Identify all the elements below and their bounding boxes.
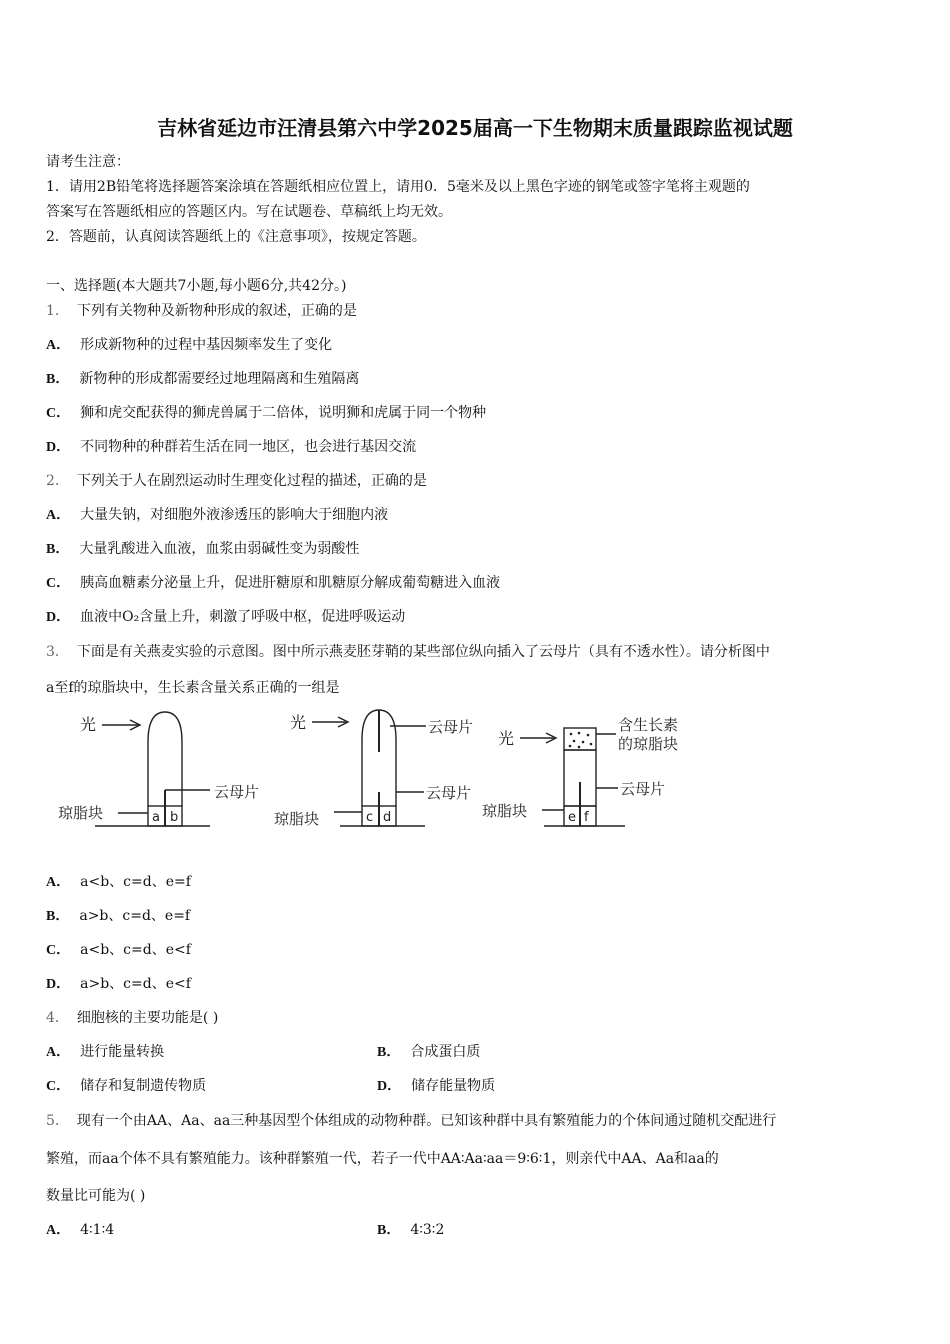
auxin-agar-label-2: 的琼脂块 xyxy=(618,735,679,753)
option-label: A． xyxy=(46,1045,71,1060)
option-text: 胰高血糖素分泌量上升，促进肝糖原和肌糖原分解成葡萄糖进入血液 xyxy=(80,575,501,591)
option-text: 大量失钠，对细胞外液渗透压的影响大于细胞内液 xyxy=(80,507,389,523)
q3-option-b xyxy=(46,906,190,927)
option-label: B． xyxy=(46,542,70,557)
q4-option-b xyxy=(377,1042,480,1063)
option-label: D． xyxy=(377,1079,402,1094)
q3-option-a xyxy=(46,872,191,893)
option-label: C． xyxy=(46,406,71,421)
option-text: 合成蛋白质 xyxy=(410,1044,481,1060)
option-text: 不同物种的种群若生活在同一地区，也会进行基因交流 xyxy=(80,439,417,455)
option-text: a<b、c=d、e=f xyxy=(80,874,191,890)
q1-option-d xyxy=(46,437,416,458)
question-number: 1． xyxy=(46,303,69,319)
q2-option-a xyxy=(46,505,388,526)
option-text: 储存能量物质 xyxy=(411,1078,496,1094)
page-title: 吉林省延边市汪清县第六中学2025届高一下生物期末质量跟踪监视试题 xyxy=(157,116,793,140)
option-label: D． xyxy=(46,610,71,625)
section-heading: 一、选择题(本大题共7小题,每小题6分,共42分。) xyxy=(46,278,347,294)
option-label: C． xyxy=(46,576,71,591)
option-text: a>b、c=d、e<f xyxy=(80,976,191,992)
agar-label-1: 琼脂块 xyxy=(58,804,104,822)
option-label: A． xyxy=(46,1223,71,1238)
question-number: 5． xyxy=(46,1113,69,1129)
option-text: 4∶1∶4 xyxy=(80,1222,115,1238)
question-text: 下列有关物种及新物种形成的叙述，正确的是 xyxy=(76,303,357,319)
option-label: B． xyxy=(46,372,70,387)
auxin-dots xyxy=(569,732,593,749)
question-number: 2． xyxy=(46,473,69,489)
option-label: B． xyxy=(46,909,70,924)
option-text: 进行能量转换 xyxy=(80,1044,165,1060)
option-text: 4∶3∶2 xyxy=(410,1222,445,1238)
block-a-label: a xyxy=(152,810,160,825)
option-text: a>b、c=d、e=f xyxy=(79,908,191,924)
question-4-stem xyxy=(46,1008,218,1028)
question-text: 细胞核的主要功能是( ) xyxy=(76,1010,219,1026)
option-text: a<b、c=d、e<f xyxy=(80,942,191,958)
q3-option-d xyxy=(46,974,191,995)
question-2-stem xyxy=(46,471,427,491)
agar-label-3: 琼脂块 xyxy=(482,802,528,820)
notice-item-1-line-2: 答案写在答题纸相应的答题区内。写在试题卷、草稿纸上均无效。 xyxy=(46,204,452,220)
mica-label-2-top: 云母片 xyxy=(428,718,474,736)
light-label-2: 光 xyxy=(290,713,307,732)
q1-option-a xyxy=(46,335,332,356)
question-5-stem-line-2: 繁殖，而aa个体不具有繁殖能力。该种群繁殖一代，若子一代中AA∶Aa∶aa＝9∶6∶1，则亲代中AA、Aa和aa的 xyxy=(46,1151,719,1167)
q2-option-c xyxy=(46,573,500,594)
q2-option-b xyxy=(46,539,359,560)
q1-option-c xyxy=(46,403,486,424)
notice-item-1-line-1: 1．请用2B铅笔将选择题答案涂填在答题纸相应位置上，请用0．5毫米及以上黑色字迹的钢笔或签字笔将主观题的 xyxy=(46,179,750,195)
q5-option-b xyxy=(377,1220,444,1241)
q4-option-a xyxy=(46,1042,164,1063)
option-text: 血液中O₂含量上升，刺激了呼吸中枢，促进呼吸运动 xyxy=(80,609,406,625)
q3-option-c xyxy=(46,940,191,961)
q4-option-d xyxy=(377,1076,495,1097)
mica-label-3: 云母片 xyxy=(620,780,666,798)
q5-option-a xyxy=(46,1220,114,1241)
agar-label-2: 琼脂块 xyxy=(274,810,320,828)
option-text: 狮和虎交配获得的狮虎兽属于二倍体，说明狮和虎属于同一个物种 xyxy=(80,405,487,421)
oat-coleoptile-figure xyxy=(50,700,710,840)
auxin-agar-label-1: 含生长素 xyxy=(618,716,679,734)
option-label: A． xyxy=(46,338,71,353)
question-3-stem-line-2: a至f的琼脂块中，生长素含量关系正确的一组是 xyxy=(46,680,340,696)
option-text: 大量乳酸进入血液，血浆由弱碱性变为弱酸性 xyxy=(79,541,360,557)
option-label: A． xyxy=(46,875,71,890)
block-e-label: e xyxy=(568,810,576,825)
question-5-stem-line-1 xyxy=(46,1111,776,1131)
question-number: 4． xyxy=(46,1010,69,1026)
question-5-stem-line-3: 数量比可能为( ) xyxy=(46,1188,146,1204)
notice-heading: 请考生注意： xyxy=(46,154,130,170)
block-d-label: d xyxy=(383,810,392,825)
option-label: C． xyxy=(46,1079,71,1094)
question-text: 下列关于人在剧烈运动时生理变化过程的描述，正确的是 xyxy=(76,473,427,489)
light-label-3: 光 xyxy=(498,729,515,748)
question-1-stem xyxy=(46,301,357,321)
option-label: B． xyxy=(377,1223,401,1238)
question-number: 3． xyxy=(46,644,69,660)
question-text: 现有一个由AA、Aa、aa三种基因型个体组成的动物种群。已知该种群中具有繁殖能力的个体间通过随机交配进行 xyxy=(76,1113,777,1129)
option-label: C． xyxy=(46,943,71,958)
option-label: B． xyxy=(377,1045,401,1060)
option-text: 储存和复制遗传物质 xyxy=(80,1078,207,1094)
block-f-label: f xyxy=(584,810,589,825)
q1-option-b xyxy=(46,369,359,390)
block-c-label: c xyxy=(366,810,374,825)
light-label-1: 光 xyxy=(80,715,97,734)
option-text: 形成新物种的过程中基因频率发生了变化 xyxy=(80,337,333,353)
q4-option-c xyxy=(46,1076,206,1097)
option-text: 新物种的形成都需要经过地理隔离和生殖隔离 xyxy=(79,371,360,387)
block-b-label: b xyxy=(170,810,179,825)
option-label: D． xyxy=(46,440,71,455)
question-text: 下面是有关燕麦实验的示意图。图中所示燕麦胚芽鞘的某些部位纵向插入了云母片（具有不透水性）。请分析图中 xyxy=(76,644,770,660)
notice-item-2: 2．答题前，认真阅读答题纸上的《注意事项》，按规定答题。 xyxy=(46,229,426,245)
option-label: D． xyxy=(46,977,71,992)
q2-option-d xyxy=(46,607,405,628)
question-3-stem-line-1 xyxy=(46,642,770,662)
option-label: A． xyxy=(46,508,71,523)
mica-label-2-bottom: 云母片 xyxy=(426,784,472,802)
mica-label-1: 云母片 xyxy=(214,783,260,801)
